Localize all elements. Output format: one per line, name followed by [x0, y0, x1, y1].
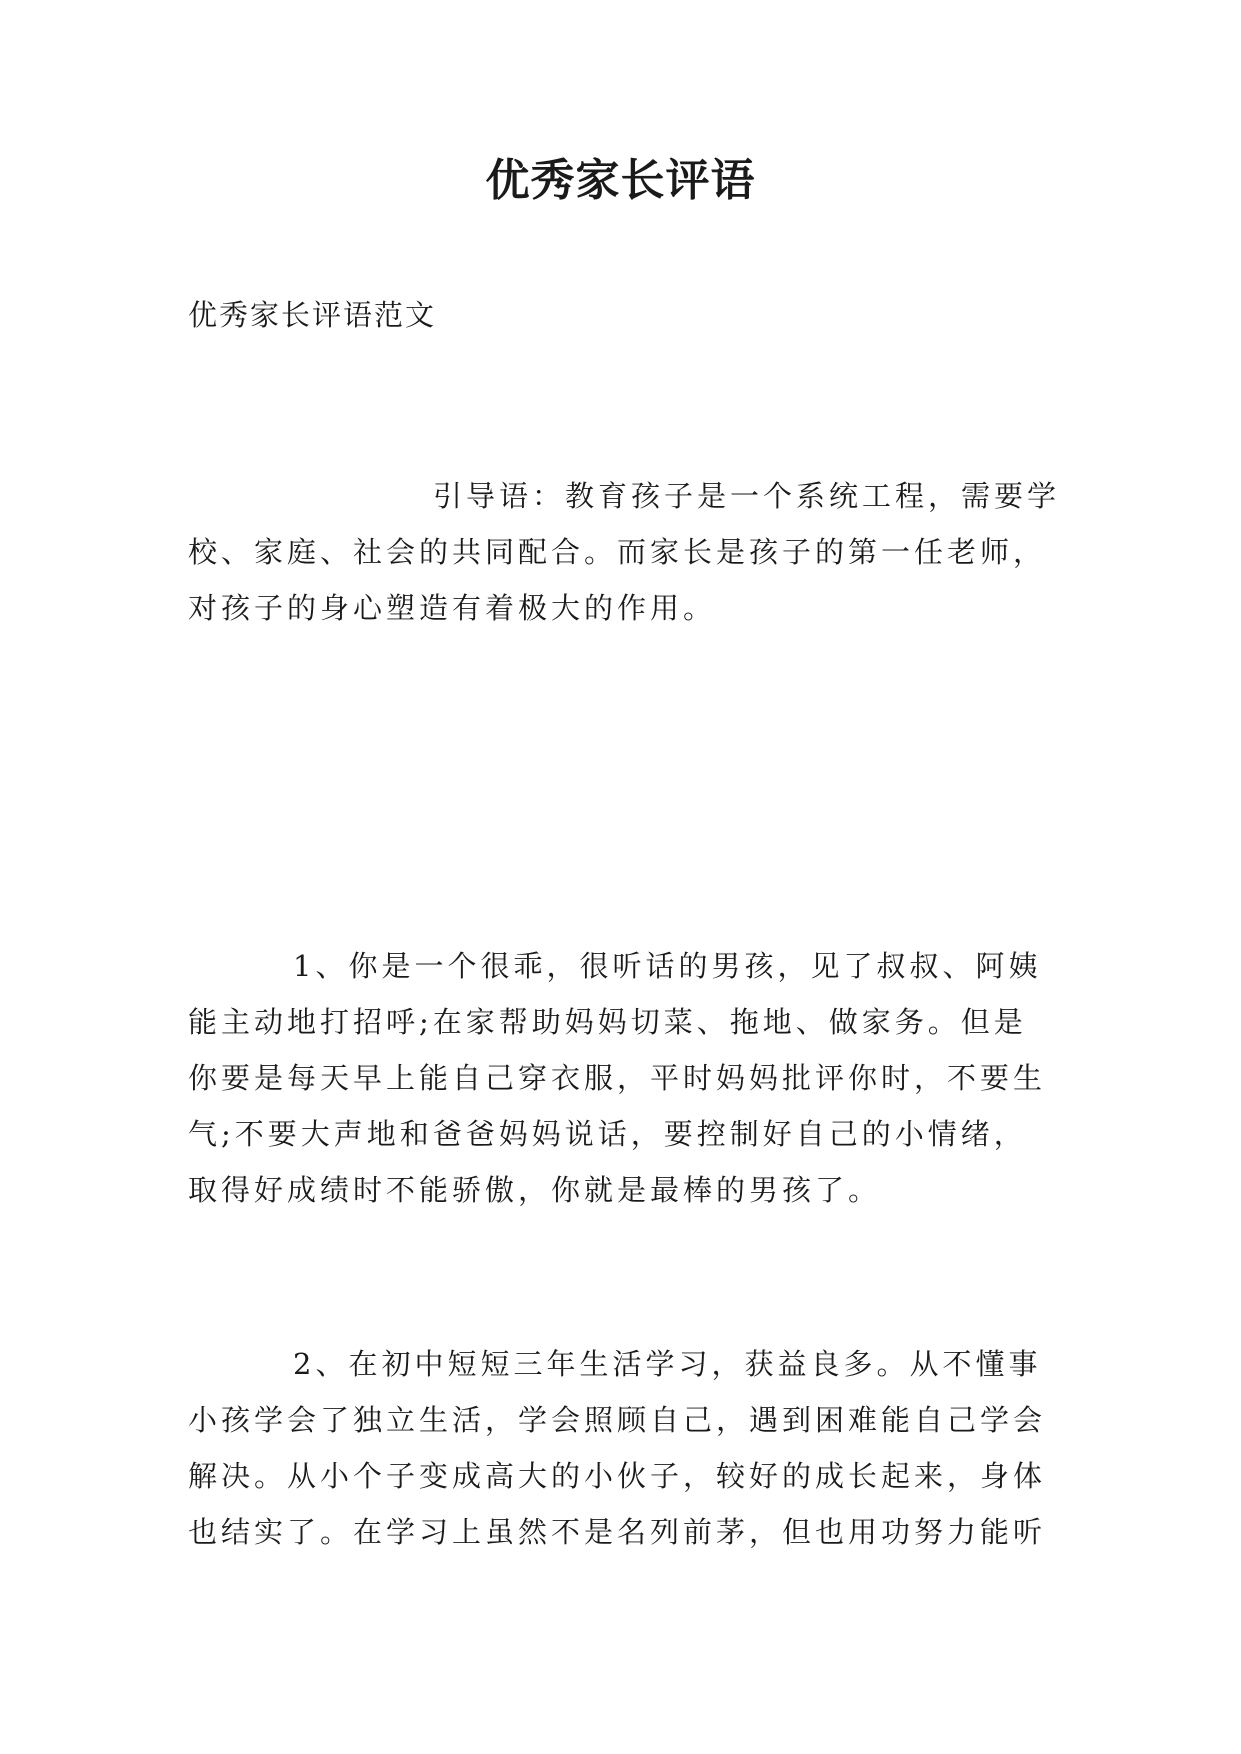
comment-paragraph-2 [188, 1336, 1068, 1560]
paragraph-line: 你要是每天早上能自己穿衣服，平时妈妈批评你时，不要生 [188, 1061, 1047, 1095]
paragraph-line: 也结实了。在学习上虽然不是名列前茅，但也用功努力能听 [188, 1515, 1047, 1549]
intro-paragraph [188, 468, 1068, 636]
paragraph-line: 小孩学会了独立生活，学会照顾自己，遇到困难能自己学会 [188, 1403, 1047, 1437]
comment-paragraph-1 [188, 938, 1068, 1218]
intro-line: 引导语：教育孩子是一个系统工程，需要学 [433, 479, 1061, 513]
paragraph-line: 取得好成绩时不能骄傲，你就是最棒的男孩了。 [188, 1173, 882, 1207]
document-title: 优秀家长评语 [485, 155, 756, 206]
paragraph-line: 气;不要大声地和爸爸妈妈说话，要控制好自己的小情绪， [188, 1117, 1027, 1151]
document-subtitle: 优秀家长评语范文 [188, 298, 437, 332]
paragraph-line: 解决。从小个子变成高大的小伙子，较好的成长起来，身体 [188, 1459, 1047, 1493]
paragraph-line: 能主动地打招呼;在家帮助妈妈切菜、拖地、做家务。但是 [188, 1005, 1027, 1039]
intro-line: 对孩子的身心塑造有着极大的作用。 [188, 591, 717, 625]
paragraph-line: 2、在初中短短三年生活学习，获益良多。从不懂事 [293, 1347, 1042, 1381]
paragraph-line: 1、你是一个很乖，很听话的男孩，见了叔叔、阿姨 [293, 949, 1042, 983]
intro-line: 校、家庭、社会的共同配合。而家长是孩子的第一任老师， [188, 535, 1047, 569]
